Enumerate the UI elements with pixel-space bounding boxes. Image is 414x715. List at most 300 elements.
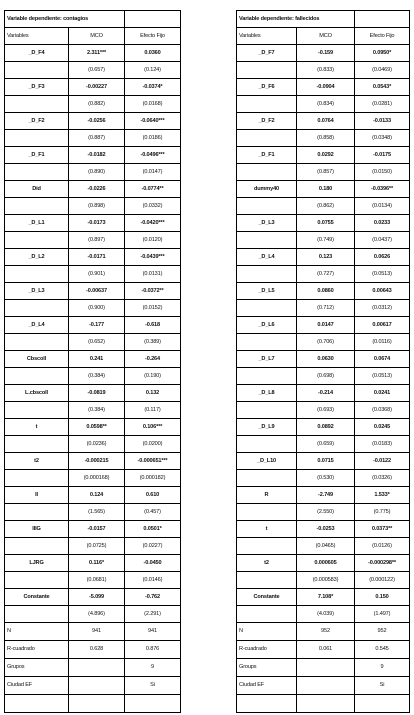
mco-value: (0.890) — [69, 164, 125, 181]
efecto-fijo-value: (0.0147) — [125, 164, 181, 181]
coefficient-row — [237, 79, 410, 96]
empty-cell — [125, 11, 181, 28]
coefficient-row — [5, 419, 181, 436]
efecto-fijo-value: 0.0950* — [355, 45, 410, 62]
variable-name: _D_L8 — [237, 385, 297, 402]
variable-name — [5, 266, 69, 283]
coefficient-row — [5, 215, 181, 232]
mco-value: (0.901) — [69, 266, 125, 283]
footer-row — [5, 659, 181, 677]
variable-name — [237, 96, 297, 113]
variable-name: IIIG — [5, 521, 69, 538]
mco-value: -0.0226 — [69, 181, 125, 198]
efecto-fijo-value: -0.264 — [125, 351, 181, 368]
footer-row — [237, 623, 410, 641]
variable-name — [5, 538, 69, 555]
efecto-fijo-value: -0.0396** — [355, 181, 410, 198]
coefficient-row — [5, 385, 181, 402]
efecto-fijo-value: 0.106*** — [125, 419, 181, 436]
variable-name: Constante — [5, 589, 69, 606]
variable-name — [5, 606, 69, 623]
variable-name — [237, 402, 297, 419]
dependent-variable-title: Variable dependiente: fallecidos — [237, 11, 355, 28]
variable-name — [237, 470, 297, 487]
variable-name: Constante — [237, 589, 297, 606]
efecto-fijo-value: (0.0186) — [125, 130, 181, 147]
variable-name: _D_F1 — [237, 147, 297, 164]
mco-value: -0.0256 — [69, 113, 125, 130]
coefficient-row — [237, 147, 410, 164]
efecto-fijo-value: -0.762 — [125, 589, 181, 606]
variable-name: L.cbscoll — [5, 385, 69, 402]
standard-error-row — [237, 504, 410, 521]
variable-name: _D_L5 — [237, 283, 297, 300]
efecto-fijo-value: 0.0360 — [125, 45, 181, 62]
mco-value — [69, 659, 125, 677]
mco-value: -0.0157 — [69, 521, 125, 538]
coefficient-row — [237, 487, 410, 504]
efecto-fijo-value: (0.190) — [125, 368, 181, 385]
standard-error-row — [237, 130, 410, 147]
mco-value: 0.0860 — [297, 283, 355, 300]
efecto-fijo-value: (0.000122) — [355, 572, 410, 589]
variable-name — [237, 436, 297, 453]
variable-name: t2 — [5, 453, 69, 470]
footer-label — [237, 695, 297, 713]
variable-name — [237, 300, 297, 317]
mco-value: (0.000583) — [297, 572, 355, 589]
efecto-fijo-value: (0.0332) — [125, 198, 181, 215]
regression-table-contagios — [4, 10, 181, 713]
efecto-fijo-value: (0.0183) — [355, 436, 410, 453]
variable-name — [237, 538, 297, 555]
efecto-fijo-value: (0.0312) — [355, 300, 410, 317]
mco-value: 0.123 — [297, 249, 355, 266]
efecto-fijo-value: 0.0674 — [355, 351, 410, 368]
standard-error-row — [5, 300, 181, 317]
standard-error-row — [237, 402, 410, 419]
footer-label: R-cuadrado — [237, 641, 297, 659]
standard-error-row — [5, 402, 181, 419]
variable-name — [5, 300, 69, 317]
variable-name — [237, 130, 297, 147]
variable-name — [5, 504, 69, 521]
efecto-fijo-value: (1.497) — [355, 606, 410, 623]
variable-name: _D_L3 — [237, 215, 297, 232]
mco-value: (0.882) — [69, 96, 125, 113]
standard-error-row — [5, 504, 181, 521]
mco-value — [297, 695, 355, 713]
footer-label: Grupos — [5, 659, 69, 677]
mco-value: (0.833) — [297, 62, 355, 79]
variable-name — [5, 96, 69, 113]
variable-name — [237, 572, 297, 589]
mco-value: (0.657) — [69, 62, 125, 79]
mco-value: (0.693) — [297, 402, 355, 419]
mco-value: 0.0147 — [297, 317, 355, 334]
coefficient-row — [237, 419, 410, 436]
mco-value: -0.00637 — [69, 283, 125, 300]
standard-error-row — [237, 164, 410, 181]
coefficient-row — [237, 521, 410, 538]
variable-name: t2 — [237, 555, 297, 572]
efecto-fijo-value: -0.0774** — [125, 181, 181, 198]
standard-error-row — [5, 368, 181, 385]
efecto-fijo-value: 0.0501* — [125, 521, 181, 538]
variable-name: R — [237, 487, 297, 504]
mco-value: 0.116* — [69, 555, 125, 572]
footer-row — [237, 641, 410, 659]
variable-name — [5, 198, 69, 215]
standard-error-row — [5, 164, 181, 181]
footer-label: N — [237, 623, 297, 641]
efecto-fijo-value: (0.124) — [125, 62, 181, 79]
mco-value: -2.749 — [297, 487, 355, 504]
mco-value: (0.749) — [297, 232, 355, 249]
variable-name — [5, 470, 69, 487]
efecto-fijo-value: Si — [355, 677, 410, 695]
variable-name: _D_L3 — [5, 283, 69, 300]
efecto-fijo-value: (0.0368) — [355, 402, 410, 419]
standard-error-row — [237, 606, 410, 623]
coefficient-row — [5, 555, 181, 572]
mco-value: (2.550) — [297, 504, 355, 521]
mco-value: (0.897) — [69, 232, 125, 249]
coefficient-row — [237, 555, 410, 572]
efecto-fijo-value: -0.000298** — [355, 555, 410, 572]
header-row — [5, 28, 181, 45]
mco-value: (0.858) — [297, 130, 355, 147]
mco-value: 0.0715 — [297, 453, 355, 470]
coefficient-row — [237, 351, 410, 368]
regression-table-fallecidos — [236, 10, 410, 713]
variable-name: LJRG — [5, 555, 69, 572]
variable-name — [237, 164, 297, 181]
coefficient-row — [237, 45, 410, 62]
mco-value: -0.0171 — [69, 249, 125, 266]
mco-value: 0.0292 — [297, 147, 355, 164]
standard-error-row — [5, 96, 181, 113]
standard-error-row — [5, 606, 181, 623]
mco-value: (4.039) — [297, 606, 355, 623]
efecto-fijo-value: (0.000182) — [125, 470, 181, 487]
mco-value: -0.159 — [297, 45, 355, 62]
mco-value: 952 — [297, 623, 355, 641]
mco-value: (0.0725) — [69, 538, 125, 555]
efecto-fijo-value: (0.0131) — [125, 266, 181, 283]
efecto-fijo-value: 1.533* — [355, 487, 410, 504]
variable-name — [5, 62, 69, 79]
footer-row — [237, 677, 410, 695]
coefficient-row — [5, 181, 181, 198]
mco-value: -0.0904 — [297, 79, 355, 96]
efecto-fijo-value: -0.0420*** — [125, 215, 181, 232]
efecto-fijo-value: (0.0513) — [355, 266, 410, 283]
efecto-fijo-value: 0.0241 — [355, 385, 410, 402]
variable-name: _D_L6 — [237, 317, 297, 334]
mco-value: (0.652) — [69, 334, 125, 351]
mco-value: 0.0892 — [297, 419, 355, 436]
coefficient-row — [5, 249, 181, 266]
mco-value: 0.180 — [297, 181, 355, 198]
efecto-fijo-value: (0.389) — [125, 334, 181, 351]
efecto-fijo-value: 0.150 — [355, 589, 410, 606]
efecto-fijo-value: -0.0640*** — [125, 113, 181, 130]
efecto-fijo-value: (0.0168) — [125, 96, 181, 113]
variable-name: t — [237, 521, 297, 538]
dependent-variable-title: Variable dependiente: contagios — [5, 11, 125, 28]
standard-error-row — [5, 62, 181, 79]
efecto-fijo-value: -0.0175 — [355, 147, 410, 164]
table-body — [5, 11, 181, 713]
efecto-fijo-value: 0.0543* — [355, 79, 410, 96]
mco-value: (0.0465) — [297, 538, 355, 555]
efecto-fijo-value: -0.000651*** — [125, 453, 181, 470]
mco-value: (0.706) — [297, 334, 355, 351]
column-header-variables: Variables — [237, 28, 297, 45]
variable-name: _D_L10 — [237, 453, 297, 470]
coefficient-row — [5, 453, 181, 470]
variable-name: t — [5, 419, 69, 436]
efecto-fijo-value: 9 — [125, 659, 181, 677]
variable-name: II — [5, 487, 69, 504]
coefficient-row — [5, 147, 181, 164]
footer-label: N — [5, 623, 69, 641]
efecto-fijo-value: 9 — [355, 659, 410, 677]
variable-name: _D_F2 — [5, 113, 69, 130]
coefficient-row — [237, 283, 410, 300]
variable-name: _D_F1 — [5, 147, 69, 164]
efecto-fijo-value: (0.0152) — [125, 300, 181, 317]
mco-value: -0.000215 — [69, 453, 125, 470]
title-row — [5, 11, 181, 28]
header-row — [237, 28, 410, 45]
standard-error-row — [5, 436, 181, 453]
footer-label: Groups — [237, 659, 297, 677]
standard-error-row — [237, 266, 410, 283]
mco-value: 0.061 — [297, 641, 355, 659]
standard-error-row — [5, 334, 181, 351]
coefficient-row — [5, 589, 181, 606]
footer-label: R-cuadrado — [5, 641, 69, 659]
variable-name — [5, 572, 69, 589]
mco-value: (0.898) — [69, 198, 125, 215]
mco-value: 0.124 — [69, 487, 125, 504]
mco-value: (1.565) — [69, 504, 125, 521]
variable-name — [5, 436, 69, 453]
efecto-fijo-value: (0.0146) — [125, 572, 181, 589]
efecto-fijo-value: (0.117) — [125, 402, 181, 419]
variable-name — [237, 62, 297, 79]
variable-name: _D_L9 — [237, 419, 297, 436]
footer-row — [237, 695, 410, 713]
efecto-fijo-value: (0.0134) — [355, 198, 410, 215]
mco-value: (0.857) — [297, 164, 355, 181]
coefficient-row — [237, 589, 410, 606]
efecto-fijo-value: (0.0150) — [355, 164, 410, 181]
mco-value: (0.0236) — [69, 436, 125, 453]
efecto-fijo-value: 0.00617 — [355, 317, 410, 334]
mco-value: -5.099 — [69, 589, 125, 606]
efecto-fijo-value: 0.0233 — [355, 215, 410, 232]
column-header-efecto-fijo: Efecto Fijo — [355, 28, 410, 45]
standard-error-row — [237, 232, 410, 249]
mco-value — [297, 659, 355, 677]
variable-name — [5, 164, 69, 181]
coefficient-row — [237, 215, 410, 232]
standard-error-row — [5, 538, 181, 555]
title-row — [237, 11, 410, 28]
efecto-fijo-value: 0.132 — [125, 385, 181, 402]
footer-row — [5, 695, 181, 713]
column-header-mco: MCO — [297, 28, 355, 45]
variable-name — [237, 606, 297, 623]
standard-error-row — [5, 198, 181, 215]
mco-value: 0.628 — [69, 641, 125, 659]
variable-name — [237, 266, 297, 283]
efecto-fijo-value: -0.0439*** — [125, 249, 181, 266]
mco-value: (0.698) — [297, 368, 355, 385]
efecto-fijo-value: -0.0374* — [125, 79, 181, 96]
standard-error-row — [5, 232, 181, 249]
coefficient-row — [5, 317, 181, 334]
mco-value: (0.887) — [69, 130, 125, 147]
efecto-fijo-value: -0.0450 — [125, 555, 181, 572]
efecto-fijo-value: (0.0469) — [355, 62, 410, 79]
efecto-fijo-value: 0.0245 — [355, 419, 410, 436]
mco-value: (0.000168) — [69, 470, 125, 487]
standard-error-row — [237, 470, 410, 487]
standard-error-row — [5, 572, 181, 589]
standard-error-row — [237, 368, 410, 385]
mco-value: (0.384) — [69, 402, 125, 419]
variable-name — [5, 130, 69, 147]
efecto-fijo-value: 0.545 — [355, 641, 410, 659]
coefficient-row — [5, 45, 181, 62]
standard-error-row — [237, 300, 410, 317]
efecto-fijo-value: 0.610 — [125, 487, 181, 504]
variable-name — [237, 334, 297, 351]
footer-row — [5, 677, 181, 695]
efecto-fijo-value: -0.0122 — [355, 453, 410, 470]
standard-error-row — [237, 96, 410, 113]
standard-error-row — [237, 538, 410, 555]
mco-value — [297, 677, 355, 695]
mco-value: (0.862) — [297, 198, 355, 215]
variable-name: _D_L2 — [5, 249, 69, 266]
efecto-fijo-value: Si — [125, 677, 181, 695]
column-header-efecto-fijo: Efecto Fijo — [125, 28, 181, 45]
variable-name: _D_L1 — [5, 215, 69, 232]
coefficient-row — [5, 351, 181, 368]
mco-value: 0.0755 — [297, 215, 355, 232]
efecto-fijo-value: 0.0626 — [355, 249, 410, 266]
mco-value — [69, 695, 125, 713]
efecto-fijo-value: 941 — [125, 623, 181, 641]
coefficient-row — [237, 113, 410, 130]
efecto-fijo-value: (0.0116) — [355, 334, 410, 351]
standard-error-row — [5, 266, 181, 283]
mco-value: 2.311*** — [69, 45, 125, 62]
table-body — [237, 11, 410, 713]
column-header-mco: MCO — [69, 28, 125, 45]
column-header-variables: Variables — [5, 28, 69, 45]
variable-name: Cbscoll — [5, 351, 69, 368]
efecto-fijo-value: -0.0372** — [125, 283, 181, 300]
mco-value: (0.530) — [297, 470, 355, 487]
variable-name — [5, 368, 69, 385]
efecto-fijo-value: (0.0326) — [355, 470, 410, 487]
empty-cell — [355, 11, 410, 28]
variable-name: _D_F7 — [237, 45, 297, 62]
coefficient-row — [5, 79, 181, 96]
mco-value: -0.177 — [69, 317, 125, 334]
efecto-fijo-value: (0.0200) — [125, 436, 181, 453]
footer-label — [5, 695, 69, 713]
mco-value — [69, 677, 125, 695]
efecto-fijo-value: (0.0126) — [355, 538, 410, 555]
footer-label: Ciudad EF — [237, 677, 297, 695]
variable-name: _D_L7 — [237, 351, 297, 368]
standard-error-row — [237, 62, 410, 79]
variable-name: _D_L4 — [5, 317, 69, 334]
mco-value: -0.0182 — [69, 147, 125, 164]
mco-value: 941 — [69, 623, 125, 641]
efecto-fijo-value: (0.0227) — [125, 538, 181, 555]
variable-name — [5, 402, 69, 419]
mco-value: 0.000605 — [297, 555, 355, 572]
mco-value: 0.241 — [69, 351, 125, 368]
efecto-fijo-value: (0.775) — [355, 504, 410, 521]
efecto-fijo-value: (0.0437) — [355, 232, 410, 249]
efecto-fijo-value: 952 — [355, 623, 410, 641]
variable-name: _D_F6 — [237, 79, 297, 96]
footer-row — [237, 659, 410, 677]
variable-name — [5, 232, 69, 249]
mco-value: (0.659) — [297, 436, 355, 453]
efecto-fijo-value: -0.618 — [125, 317, 181, 334]
mco-value: (0.727) — [297, 266, 355, 283]
mco-value: 0.0630 — [297, 351, 355, 368]
mco-value: 0.0764 — [297, 113, 355, 130]
mco-value: (0.712) — [297, 300, 355, 317]
coefficient-row — [237, 181, 410, 198]
variable-name: Did — [5, 181, 69, 198]
mco-value: -0.00227 — [69, 79, 125, 96]
efecto-fijo-value — [125, 695, 181, 713]
variable-name: _D_F4 — [5, 45, 69, 62]
mco-value: -0.0253 — [297, 521, 355, 538]
mco-value: (0.900) — [69, 300, 125, 317]
efecto-fijo-value: (0.0348) — [355, 130, 410, 147]
variable-name — [237, 232, 297, 249]
variable-name: dummy40 — [237, 181, 297, 198]
coefficient-row — [237, 385, 410, 402]
mco-value: (0.834) — [297, 96, 355, 113]
standard-error-row — [5, 130, 181, 147]
coefficient-row — [5, 283, 181, 300]
efecto-fijo-value: 0.00643 — [355, 283, 410, 300]
efecto-fijo-value: (0.457) — [125, 504, 181, 521]
mco-value: (0.384) — [69, 368, 125, 385]
coefficient-row — [5, 113, 181, 130]
standard-error-row — [237, 334, 410, 351]
standard-error-row — [237, 572, 410, 589]
footer-row — [5, 641, 181, 659]
mco-value: 7.108* — [297, 589, 355, 606]
mco-value: -0.0819 — [69, 385, 125, 402]
mco-value: (0.0681) — [69, 572, 125, 589]
